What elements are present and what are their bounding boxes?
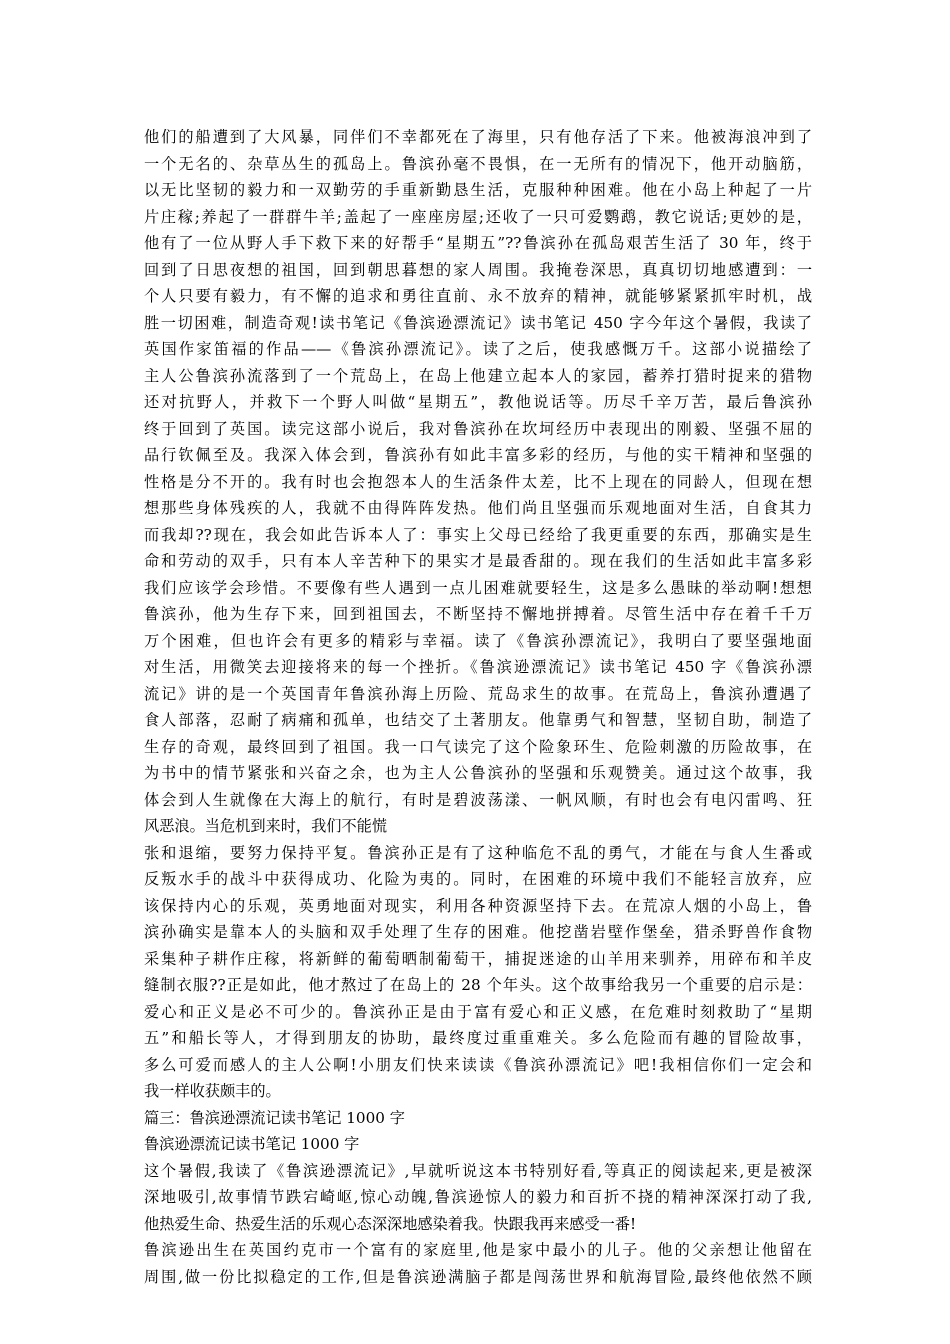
text-line: 万个困难，但也许会有更多的精彩与幸福。读了《鲁滨孙漂流记》，我明白了要坚强地面 (144, 631, 812, 650)
text-line: 流记》讲的是一个英国青年鲁滨孙海上历险、荒岛求生的故事。在荒岛上，鲁滨孙遭遇了 (144, 684, 812, 703)
text-line: 胜一切困难，制造奇观!读书笔记《鲁滨逊漂流记》读书笔记 450 字今年这个暑假，我读了 (144, 313, 812, 332)
text-line: 命和劳动的双手，只有本人辛苦种下的果实才是最香甜的。现在我们的生活如此丰富多彩 (144, 552, 812, 570)
text-line: 想那些身体残疾的人，我就不由得阵阵发热。他们尚且坚强而乐观地面对生活，自食其力 (144, 499, 812, 517)
text-line: 英国作家笛福的作品——《鲁滨孙漂流记》。读了之后，使我感慨万千。这部小说描绘了 (144, 340, 812, 358)
text-line: 多么可爱而感人的主人公啊!小朋友们快来读读《鲁滨孙漂流记》吧!我相信你们一定会和 (144, 1055, 812, 1074)
text-line: 这个暑假,我读了《鲁滨逊漂流记》,早就听说这本书特别好看,等真正的阅读起来,更是被深 (144, 1161, 812, 1180)
text-line: 性格是分不开的。我有时也会抱怨本人的生活条件太差，比不上现在的同龄人，但现在想 (144, 472, 812, 491)
text-line: 鲁滨逊出生在英国约克市一个富有的家庭里,他是家中最小的儿子。他的父亲想让他留在 (144, 1241, 812, 1259)
text-line: 一个无名的、杂草丛生的孤岛上。鲁滨孙毫不畏惧，在一无所有的情况下，他开动脑筋， (144, 154, 812, 173)
text-line: 鲁滨孙，他为生存下来，回到祖国去，不断坚持不懈地拼搏着。尽管生活中存在着千千万 (144, 605, 812, 623)
text-line: 还对抗野人，并救下一个野人叫做“星期五”，教他说话等。历尽千辛万苦，最后鲁滨孙 (144, 393, 812, 411)
text-line: 该保持内心的乐观，英勇地面对现实，利用各种资源坚持下去。在荒凉人烟的小岛上，鲁 (144, 896, 812, 915)
text-line: 而我却??现在，我会如此告诉本人了：事实上父母已经给了我更重要的东西，那确实是生 (144, 525, 812, 544)
text-line: 以无比坚韧的毅力和一双勤劳的手重新勤恳生活，克服种种困难。他在小岛上种起了一片 (144, 181, 812, 199)
text-line: 主人公鲁滨孙流落到了一个荒岛上，在岛上他建立起本人的家园，蓄养打猎时捉来的猎物 (144, 366, 812, 385)
text-line: 我一样收获颇丰的。 (144, 1082, 281, 1100)
text-line: 食人部落，忍耐了病痛和孤单，也结交了土著朋友。他靠勇气和智慧，坚韧自助，制造了 (144, 711, 812, 729)
text-line: 风恶浪。当危机到来时，我们不能慌 (144, 817, 387, 835)
text-line: 为书中的情节紧张和兴奋之余，也为主人公鲁滨孙的坚强和乐观赞美。通过这个故事，我 (144, 764, 812, 782)
text-line: 鲁滨逊漂流记读书笔记 1000 字 (144, 1135, 360, 1153)
text-line: 对生活，用微笑去迎接将来的每一个挫折。《鲁滨逊漂流记》读书笔记 450 字《鲁滨孙漂 (144, 658, 812, 676)
text-line: 体会到人生就像在大海上的航行，有时是碧波荡漾、一帆风顺，有时也会有电闪雷鸣、狂 (144, 790, 812, 809)
text-line: 生存的奇观，最终回到了祖国。我一口气读完了这个险象环生、危险刺激的历险故事，在 (144, 737, 812, 756)
text-line: 滨孙确实是靠本人的头脑和双手处理了生存的困难。他挖凿岩壁作堡垒，猎杀野兽作食物 (144, 923, 812, 941)
text-line: 爱心和正义是必不可少的。鲁滨孙正是由于富有爱心和正义感，在危难时刻救助了“星期 (144, 1002, 812, 1021)
text-line: 个人只要有毅力，有不懈的追求和勇往直前、永不放弃的精神，就能够紧紧抓牢时机，战 (144, 287, 812, 305)
text-line: 片庄稼;养起了一群群牛羊;盖起了一座座房屋;还收了一只可爱鹦鹉，教它说话;更妙的是， (144, 207, 812, 226)
text-line: 张和退缩，要努力保持平复。鲁滨孙正是有了这种临危不乱的勇气，才能在与食人生番或 (144, 843, 812, 862)
text-line: 周围,做一份比拟稳定的工作,但是鲁滨逊满脑子都是闯荡世界和航海冒险,最终他依然不顾 (144, 1267, 812, 1286)
text-line: 反叛水手的战斗中获得成功、化险为夷的。同时，在困难的环境中我们不能轻言放弃，应 (144, 870, 812, 888)
text-line: 回到了日思夜想的祖国，回到朝思暮想的家人周围。我掩卷深思，真真切切地感遭到：一 (144, 260, 812, 279)
text-line: 我们应该学会珍惜。不要像有些人遇到一点儿困难就要轻生，这是多么愚昧的举动啊!想想 (144, 578, 812, 597)
document-page (144, 124, 812, 1290)
text-line: 终于回到了英国。读完这部小说后，我对鲁滨孙在坎坷经历中表现出的刚毅、坚强不屈的 (144, 419, 812, 438)
text-line: 他们的船遭到了大风暴，同伴们不幸都死在了海里，只有他存活了下来。他被海浪冲到了 (144, 128, 812, 146)
text-line: 五”和船长等人，才得到朋友的协助，最终度过重重难关。多么危险而有趣的冒险故事， (144, 1029, 812, 1047)
text-line: 他热爱生命、热爱生活的乐观心态深深地感染着我。快跟我再来感受一番! (144, 1214, 637, 1233)
text-line: 篇三：鲁滨逊漂流记读书笔记 1000 字 (144, 1108, 405, 1127)
text-line: 缝制衣服??正是如此，他才熬过了在岛上的 28 个年头。这个故事给我另一个重要的启示是： (144, 976, 812, 994)
text-line: 品行钦佩至及。我深入体会到，鲁滨孙有如此丰富多彩的经历，与他的实干精神和坚强的 (144, 446, 812, 464)
text-line: 深地吸引,故事情节跌宕崎岖,惊心动魄,鲁滨逊惊人的毅力和百折不挠的精神深深打动了我, (144, 1188, 812, 1206)
text-line: 他有了一位从野人手下救下来的好帮手“星期五”??鲁滨孙在孤岛艰苦生活了 30 年，终于 (144, 234, 812, 252)
text-line: 采集种子耕作庄稼，将新鲜的葡萄晒制葡萄干，捕捉迷途的山羊用来驯养，用碎布和羊皮 (144, 949, 812, 968)
